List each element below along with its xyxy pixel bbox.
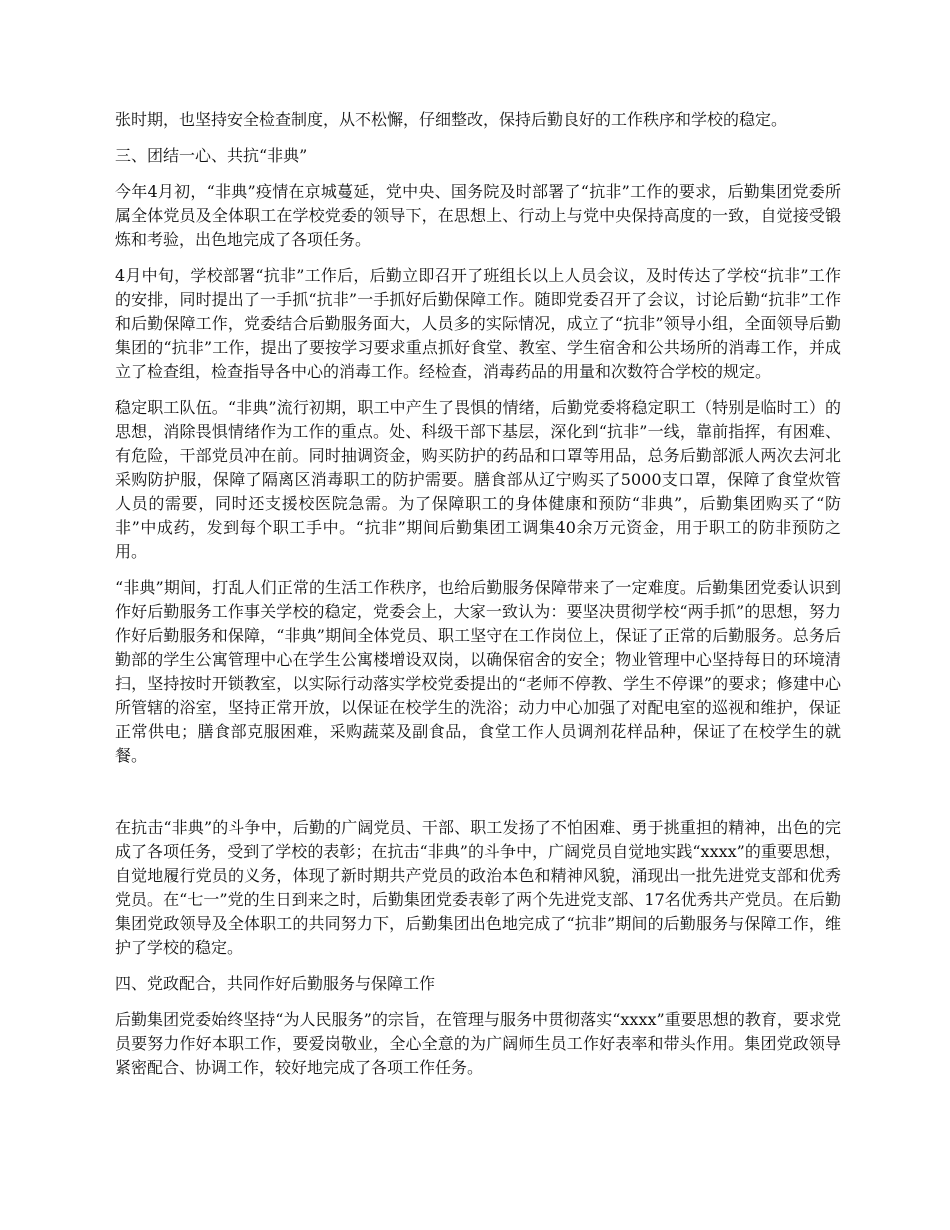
section-heading-three: 三、团结一心、共抗“非典” xyxy=(115,146,308,165)
paragraph-stabilize-staff: 稳定职工队伍。“非典”流行初期，职工中产生了畏惧的情绪，后勤党委将稳定职工（特别是临时工）的思想，消除畏惧情绪作为工作的重点。处、科级干部下基层，深化到“抗非”一线，靠前指挥，有困难、有危险，干部党员冲在前。同时抽调资金，购买防护的药品和口罩等用品，总务后勤部派人两次去河北采购防护服，保障了隔离区消毒职工的防护需要。膳食部从辽宁购买了5000支口罩，保障了食堂炊管人员的需要，同时还支援校医院急需。为了保障职工的身体健康和预防“非典”，后勤集团购买了“防非”中成药，发到每个职工手中。“抗非”期间后勤集团工调集40余万元资金，用于职工的防非预防之用。 xyxy=(115,398,841,561)
paragraph-continuation: 张时期，也坚持安全检查制度，从不松懈，仔细整改，保持后勤良好的工作秩序和学校的稳定。 xyxy=(115,110,788,129)
section-heading-four: 四、党政配合，共同作好后勤服务与保障工作 xyxy=(115,974,436,993)
paragraph-sars-outbreak: 今年4月初，“非典”疫情在京城蔓延，党中央、国务院及时部署了“抗非”工作的要求，后勤集团党委所属全体党员及全体职工在学校党委的领导下，在思想上、行动上与党中央保持高度的一致，自觉接受锻炼和考验，出色地完成了各项任务。 xyxy=(115,182,841,249)
paragraph-april-deployment: 4月中旬，学校部署“抗非”工作后，后勤立即召开了班组长以上人员会议，及时传达了学校“抗非”工作的安排，同时提出了一手抓“抗非”一手抓好后勤保障工作。随即党委召开了会议，讨论后勤“抗非”工作和后勤保障工作，党委结合后勤服务面大，人员多的实际情况，成立了“抗非”领导小组，全面领导后勤集团的“抗非”工作，提出了要按学习要求重点抓好食堂、教室、学生宿舍和公共场所的消毒工作，并成立了检查组，检查指导各中心的消毒工作。经检查，消毒药品的用量和次数符合学校的规定。 xyxy=(115,266,841,381)
paragraph-spacer xyxy=(115,780,841,816)
paragraph-commendation: 在抗击“非典”的斗争中，后勤的广阔党员、干部、职工发扬了不怕困难、勇于挑重担的精神，出色的完成了各项任务，受到了学校的表彰；在抗击“非典”的斗争中，广阔党员自觉地实践“xxxx”的重要思想，自觉地履行党员的义务，体现了新时期共产党员的政治本色和精神风貌，涌现出一批先进党支部和优秀党员。在“七一”党的生日到来之时，后勤集团党委表彰了两个先进党支部、17名优秀共产党员。在后勤集团党政领导及全体职工的共同努力下，后勤集团出色地完成了“抗非”期间的后勤服务与保障工作，维护了学校的稳定。 xyxy=(115,818,841,957)
paragraph-service-guarantee: “非典”期间，打乱人们正常的生活工作秩序，也给后勤服务保障带来了一定难度。后勤集团党委认识到作好后勤服务工作事关学校的稳定，党委会上，大家一致认为：要坚决贯彻学校“两手抓”的思想，努力作好后勤服务和保障，“非典”期间全体党员、职工坚守在工作岗位上，保证了正常的后勤服务。总务后勤部的学生公寓管理中心在学生公寓楼增设双岗，以确保宿舍的安全；物业管理中心坚持每日的环境清扫，坚持按时开锁教室，以实际行动落实学校党委提出的“老师不停教、学生不停课”的要求；修建中心所管辖的浴室，坚持正常开放，以保证在校学生的洗浴；动力中心加强了对配电室的巡视和维护，保证正常供电；膳食部克服困难，采购蔬菜及副食品，食堂工作人员调剂花样品种，保证了在校学生的就餐。 xyxy=(115,578,841,765)
paragraph-party-cooperation: 后勤集团党委始终坚持“为人民服务”的宗旨，在管理与服务中贯彻落实“xxxx”重要思想的教育，要求党员要努力作好本职工作，要爱岗敬业，全心全意的为广阔师生员工作好表率和带头作用。集团党政领导紧密配合、协调工作，较好地完成了各项工作任务。 xyxy=(115,1010,841,1077)
document-body xyxy=(115,108,841,1092)
